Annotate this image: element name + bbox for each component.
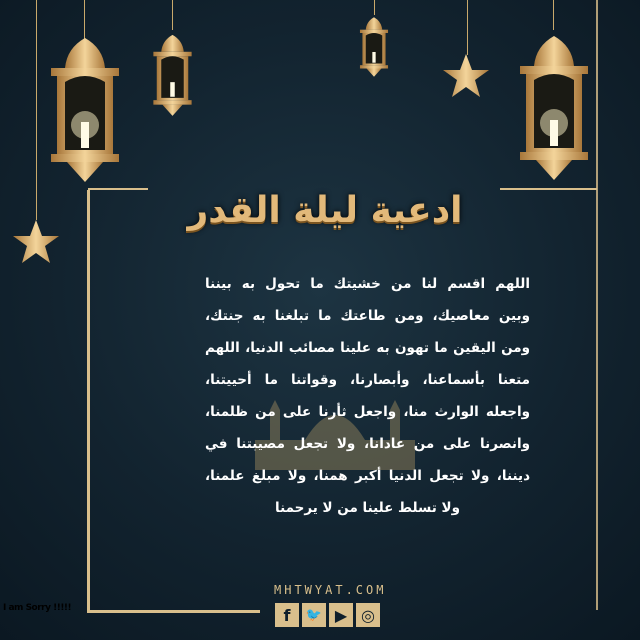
lantern-icon <box>150 28 195 120</box>
frame-line <box>87 610 260 613</box>
frame-line <box>87 190 90 610</box>
prayer-line: اللهم اقسم لنا من خشيتك ما تحول به بيننا <box>205 276 530 292</box>
crescent-moon-icon <box>570 225 630 275</box>
twitter-icon[interactable]: 🐦 <box>302 603 326 627</box>
prayer-line: ديننا، ولا تجعل الدنيا أكبر همنا، ولا مبلغ علمنا، <box>205 468 530 484</box>
prayer-line: متعنا بأسماعنا، وأبصارنا، وقواتنا ما أحييتنا، <box>205 372 530 388</box>
social-links <box>275 603 380 627</box>
crescent-moon-icon <box>232 24 277 64</box>
frame-line <box>596 0 598 610</box>
lantern-icon <box>357 14 391 78</box>
lantern-icon <box>514 28 594 183</box>
frame-line <box>500 188 597 190</box>
prayer-line: وبين معاصيك، ومن طاعتك ما تبلغنا به جنتك، <box>205 308 530 324</box>
page-title: ادعية ليلة القدر <box>187 190 463 231</box>
prayer-line: وانصرنا على من عادانا، ولا تجعل مصيبتنا في <box>205 436 530 452</box>
prayer-line: ومن اليقين ما تهون به علينا مصائب الدنيا، اللهم <box>205 340 530 356</box>
star-icon <box>10 218 62 266</box>
prayer-line: ولا تسلط علينا من لا يرحمنا <box>275 500 460 516</box>
youtube-icon[interactable]: ▶ <box>329 603 353 627</box>
overlay-note: I am Sorry !!!!! <box>3 603 72 613</box>
star-icon <box>440 52 492 100</box>
frame-line <box>88 188 148 190</box>
site-url[interactable]: MHTWYAT.COM <box>274 583 387 597</box>
lantern-icon <box>45 30 125 185</box>
instagram-icon[interactable]: ◎ <box>356 603 380 627</box>
prayer-line: واجعله الوارث منا، واجعل ثأرنا على من ظلمنا، <box>205 404 530 420</box>
prayer-text <box>205 268 530 524</box>
facebook-icon[interactable]: f <box>275 603 299 627</box>
